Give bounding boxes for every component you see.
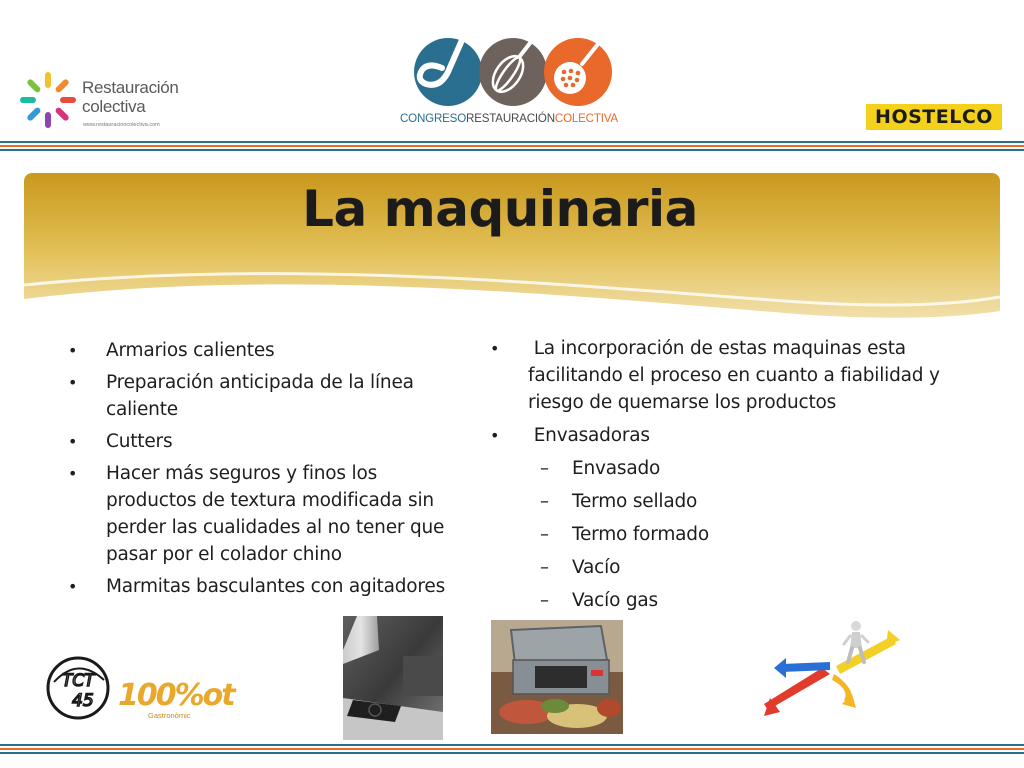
sub-list-item: – Termo formado [572,521,978,548]
logo-text-line1: Restauración [82,78,179,97]
congreso-logo [396,30,636,134]
flower-icon [20,66,80,132]
sub-list-item: – Vacío [572,554,978,581]
dash-icon: – [540,524,549,545]
svg-text:TCT: TCT [62,671,95,691]
bullet-icon: • [68,341,78,360]
header-divider [0,141,1024,153]
left-bullet-list [68,337,466,605]
logo-text-line2: colectiva [82,97,146,116]
list-item: • La incorporación de estas maquinas esta facilitando el proceso en cuanto a fiabilidad y riesgo de quemarse los productos [528,335,978,416]
dash-icon: – [540,590,549,611]
kitchen-utensils-icon [396,30,636,110]
cooking-hood-photo [343,616,443,740]
bullet-icon: • [68,373,78,392]
sub-list-item: – Vacío gas [572,587,978,614]
bullet-icon: • [490,426,500,445]
list-item: • Preparación anticipada de la línea caliente [106,369,466,423]
restauracion-colectiva-logo [20,66,180,132]
bullet-icon: • [490,339,500,358]
sub-list-item: – Envasado [572,455,978,482]
slide-title: La maquinaria [302,180,698,238]
bullet-icon: • [68,432,78,451]
list-item: • Armarios calientes [106,337,466,364]
list-item: • Envasadoras [528,422,978,449]
direction-arrows-image [760,612,900,722]
list-item: • Marmitas basculantes con agitadores [106,573,466,600]
dash-icon: – [540,557,549,578]
list-item: • Hacer más seguros y finos los productos de textura modificada sin perder las cualidades al no tener que pasar por el colador chino [106,460,466,568]
dash-icon: – [540,458,549,479]
footer-divider [0,744,1024,756]
bullet-icon: • [68,464,78,483]
right-bullet-list [490,335,978,620]
hostelco-logo: HOSTELCO [866,104,1002,130]
100-percent-logo: 100%ot Gastronòmic [118,678,234,720]
logo-url: www.restauracioncolectiva.com [83,122,160,128]
tct45-logo [42,652,118,724]
bullet-icon: • [68,577,78,596]
list-item: • Cutters [106,428,466,455]
congreso-logo-text: CONGRESORESTAURACIÓNCOLECTIVA [400,112,618,125]
sub-list-item: – Termo sellado [572,488,978,515]
svg-text:45: 45 [72,691,94,711]
vacuum-sealer-photo [491,620,623,734]
dash-icon: – [540,491,549,512]
